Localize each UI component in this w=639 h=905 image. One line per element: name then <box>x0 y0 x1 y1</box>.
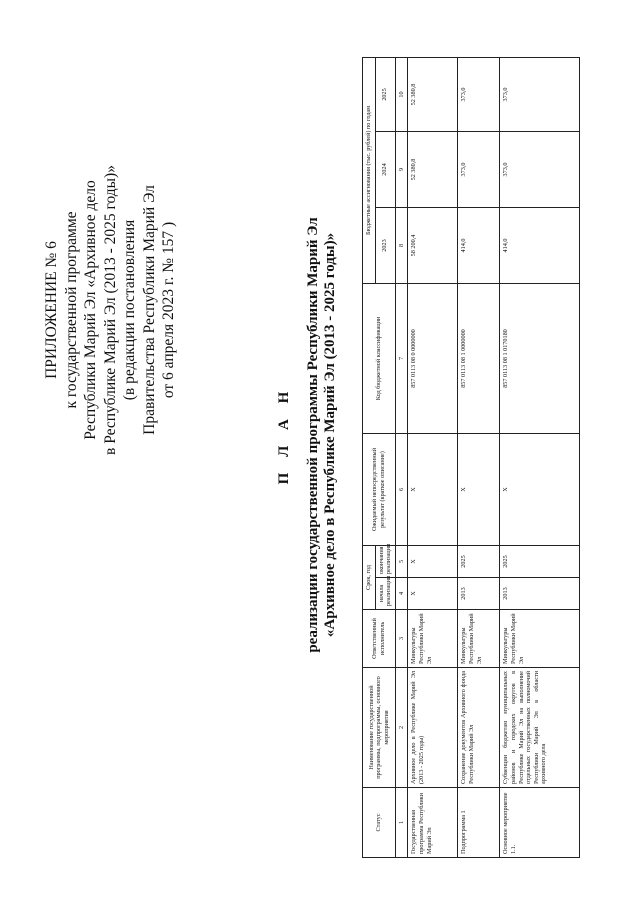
row-end: 2025 <box>458 546 500 578</box>
plan-title-line: «Архивное дело в Республике Марий Эл (2013 - 2025 годы)» <box>322 232 338 638</box>
plan-title <box>276 125 339 745</box>
row-code: 857 0113 08 1 0000000 <box>458 284 500 434</box>
header-code: Код бюджетной классификации <box>363 284 396 434</box>
row-2023: 58 200,4 <box>408 208 458 284</box>
approval-block <box>42 75 179 545</box>
row-start: 2013 <box>500 578 580 610</box>
row-start: 2013 <box>458 578 500 610</box>
row-status: Государственная программа Республики Марий Эл <box>408 788 458 858</box>
row-end: Х <box>408 546 458 578</box>
table-row <box>500 57 580 857</box>
row-result: Х <box>458 434 500 546</box>
column-number: 3 <box>395 610 408 668</box>
header-year-2025: 2025 <box>375 57 395 131</box>
column-number: 9 <box>395 132 408 208</box>
row-code: 857 0113 08 0 0000000 <box>408 284 458 434</box>
row-2024: 373,0 <box>500 132 580 208</box>
header-executor: Ответственный исполнитель <box>363 610 396 668</box>
column-number: 6 <box>395 434 408 546</box>
approval-line: Республики Марий Эл «Архивное дело <box>82 180 99 440</box>
header-year-2024: 2024 <box>375 132 395 208</box>
row-2025: 373,0 <box>458 57 500 131</box>
approval-line: в Республике Марий Эл (2013 - 2025 годы)» <box>101 165 119 455</box>
approval-line: от 6 апреля 2023 г. № 157 ) <box>160 221 177 399</box>
row-status: Подпрограмма 1 <box>458 788 500 858</box>
row-2023: 414,0 <box>458 208 500 284</box>
row-name: Сохранение документов Архивного фонда Республики Марий Эл <box>458 668 500 788</box>
column-number: 8 <box>395 208 408 284</box>
column-number: 2 <box>395 668 408 788</box>
approval-line: ПРИЛОЖЕНИЕ № 6 <box>43 241 60 379</box>
column-number: 1 <box>395 788 408 858</box>
header-year-2023: 2023 <box>375 208 395 284</box>
table-row <box>458 57 500 857</box>
header-start: начала реализации <box>375 578 395 610</box>
row-result: Х <box>408 434 458 546</box>
plan-table <box>362 57 580 858</box>
row-name: Субвенции бюджетам муниципальных районов и городских округов в Республике Марий Эл на выполнение отдельных государственных полномочий Республики Марий Эл в области архивного дела <box>500 668 580 788</box>
header-name: Наименование государственной программы, подпрограммы, основного мероприятия <box>363 668 396 788</box>
row-code: 857 0113 08 1 0170180 <box>500 284 580 434</box>
column-number: 4 <box>395 578 408 610</box>
table-row <box>408 57 458 857</box>
column-number: 5 <box>395 546 408 578</box>
row-start: Х <box>408 578 458 610</box>
plan-title-line: реализации государственной программы Республики Марий Эл <box>305 217 321 653</box>
approval-line: к государственной программе <box>62 211 80 409</box>
row-end: 2025 <box>500 546 580 578</box>
approval-line: (в редакции постановления <box>121 219 138 401</box>
header-status: Статус <box>363 788 396 858</box>
row-2024: 52 380,8 <box>408 132 458 208</box>
column-number: 7 <box>395 284 408 434</box>
row-2025: 52 380,8 <box>408 57 458 131</box>
row-2024: 373,0 <box>458 132 500 208</box>
approval-line: Правительства Республики Марий Эл <box>140 185 158 435</box>
row-executor: Минкультуры Республики Марий Эл <box>408 610 458 668</box>
header-result: Ожидаемый непосредственный результат (краткое описание) <box>363 434 396 546</box>
plan-heading: П Л А Н <box>276 385 292 485</box>
row-2023: 414,0 <box>500 208 580 284</box>
column-number-row <box>395 57 408 857</box>
row-executor: Минкультуры Республики Марий Эл <box>500 610 580 668</box>
header-term: Срок, год <box>363 546 376 610</box>
column-number: 10 <box>395 57 408 131</box>
header-end: окончания реализации <box>375 546 395 578</box>
row-executor: Минкультуры Республики Марий Эл <box>458 610 500 668</box>
row-status: Основное мероприятие 1.1. <box>500 788 580 858</box>
header-budget: Бюджетные ассигнования (тыс. рублей) по годам <box>363 57 376 283</box>
row-2025: 373,0 <box>500 57 580 131</box>
row-result: Х <box>500 434 580 546</box>
row-name: Архивное дело в Республике Марий Эл (2013 - 2025 годы) <box>408 668 458 788</box>
